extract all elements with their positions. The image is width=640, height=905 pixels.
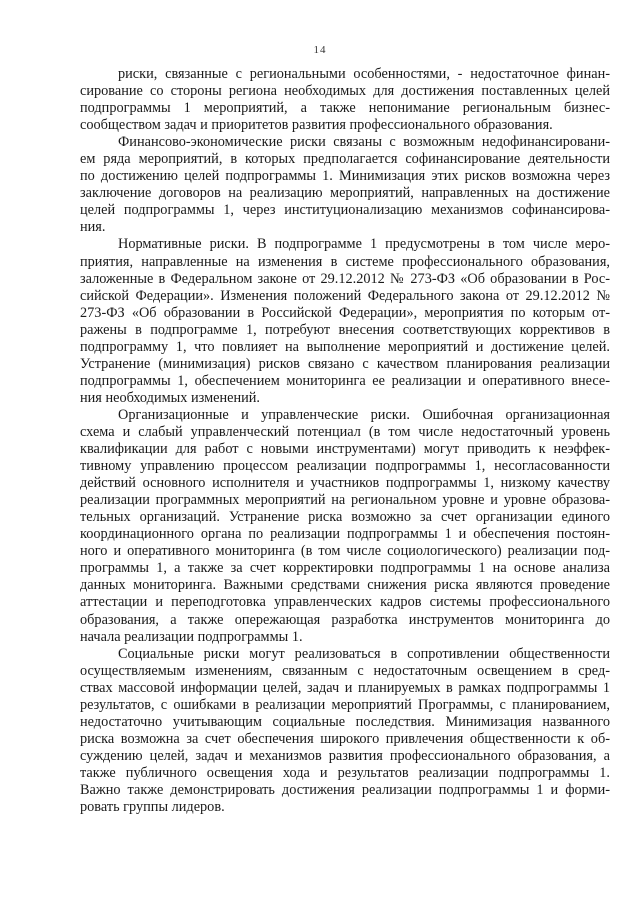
text-line: данных мониторинга. Важными средствами снижения риска являются проведение: [80, 577, 610, 594]
text-line: подпрограммы 1 мероприятий, а также непонимание региональным бизнес-: [80, 100, 610, 117]
text-line: Нормативные риски. В подпрограмме 1 предусмотрены в том числе меро-: [118, 236, 610, 253]
text-line: схема и слабый управленческий потенциал (в том числе недостаточный уровень: [80, 423, 610, 440]
text-line: ствах массовой информации целей, задач и планируемых в рамках подпрограммы 1: [80, 679, 610, 696]
text-line: Организационные и управленческие риски. Ошибочная организационная: [118, 406, 610, 423]
text-line: подпрограммы 1, обеспечением мониторинга ее реализации и оперативного внесе-: [80, 372, 610, 389]
text-line: ния необходимых изменений.: [80, 389, 260, 406]
text-line: ровать группы лидеров.: [80, 799, 225, 816]
text-line: Финансово-экономические риски связаны с возможным недофинансировани-: [118, 134, 610, 151]
paragraph: [80, 236, 610, 406]
text-line: Устранение (минимизация) рисков связано с качеством планирования реализации: [80, 355, 610, 372]
text-line: по достижению целей подпрограммы 1. Минимизация этих рисков возможна через: [80, 168, 610, 185]
text-line: аттестации и переподготовка управленческих кадров системы профессионального: [80, 594, 610, 611]
text-line: ния.: [80, 219, 106, 236]
text-line: тельных организаций. Устранение риска возможно за счет организации единого: [80, 509, 610, 526]
paragraph: [80, 134, 610, 236]
text-line: результатов, с ошибками в реализации мероприятий Программы, с планированием,: [80, 696, 610, 713]
text-line: риска возможна за счет обеспечения широкого привлечения общественности к об-: [80, 730, 610, 747]
text-line: сирование со стороны региона необходимых для достижения поставленных целей: [80, 83, 610, 100]
text-line: заключение договоров на реализацию мероприятий, направленных на достижение: [80, 185, 610, 202]
text-line: суждению целей, задач и механизмов развития профессионального образования, а: [80, 747, 610, 764]
text-line: тивному управлению процессом реализации подпрограммы 1, несогласованности: [80, 458, 610, 475]
text-line: сийской Федерации». Изменения положений Федерального закона от 29.12.2012 №: [80, 287, 610, 304]
paragraph: [80, 66, 610, 134]
text-line: программы 1, а также за счет корректировки подпрограммы 1 на основе анализа: [80, 560, 610, 577]
text-line: ного и оперативного мониторинга (в том числе социологического) реализации под-: [80, 543, 610, 560]
document-body: [80, 66, 610, 816]
text-line: заложенные в Федеральном законе от 29.12.2012 № 273-ФЗ «Об образовании в Рос-: [80, 270, 610, 287]
text-line: осуществляемым изменениям, связанным с недостаточным освещением в сред-: [80, 662, 610, 679]
text-line: сообществом задач и приоритетов развития профессионального образования.: [80, 117, 553, 134]
text-line: Важно также демонстрировать достижения реализации подпрограммы 1 и форми-: [80, 781, 610, 798]
text-line: 273-ФЗ «Об образовании в Российской Федерации», мероприятия по которым от-: [80, 304, 610, 321]
text-line: также публичного освещения хода и результатов реализации подпрограммы 1.: [80, 764, 610, 781]
text-line: целей подпрограммы 1, через институционализацию механизмов софинансирова-: [80, 202, 610, 219]
text-line: квалификации для работ с новыми инструментами) могут приводить к неэффек-: [80, 441, 610, 458]
text-line: приятия, направленные на изменения в системе профессионального образования,: [80, 253, 610, 270]
text-line: недостаточно учитывающим социальные последствия. Минимизация названного: [80, 713, 610, 730]
text-line: координационного органа по реализации подпрограммы 1 и обеспечения постоян-: [80, 526, 610, 543]
paragraph: [80, 407, 610, 646]
text-line: действий основного исполнителя и участников подпрограммы 1, низкому качеству: [80, 475, 610, 492]
text-line: подпрограмму 1, что повлияет на выполнение мероприятий и достижение целей.: [80, 338, 610, 355]
text-line: ем ряда мероприятий, в которых предполагается софинансирование деятельности: [80, 151, 610, 168]
text-line: Социальные риски могут реализоваться в сопротивлении общественности: [118, 645, 610, 662]
text-line: риски, связанные с региональными особенностями, - недостаточное финан-: [118, 66, 610, 82]
text-line: начала реализации подпрограммы 1.: [80, 628, 303, 645]
text-line: реализации программных мероприятий на региональном уровне и уровне образова-: [80, 492, 610, 509]
page-number: 14: [313, 44, 327, 56]
text-line: образования, а также опережающая разработка инструментов мониторинга до: [80, 611, 610, 628]
text-line: ражены в подпрограмме 1, потребуют внесения соответствующих коррективов в: [80, 321, 610, 338]
paragraph: [80, 646, 610, 816]
